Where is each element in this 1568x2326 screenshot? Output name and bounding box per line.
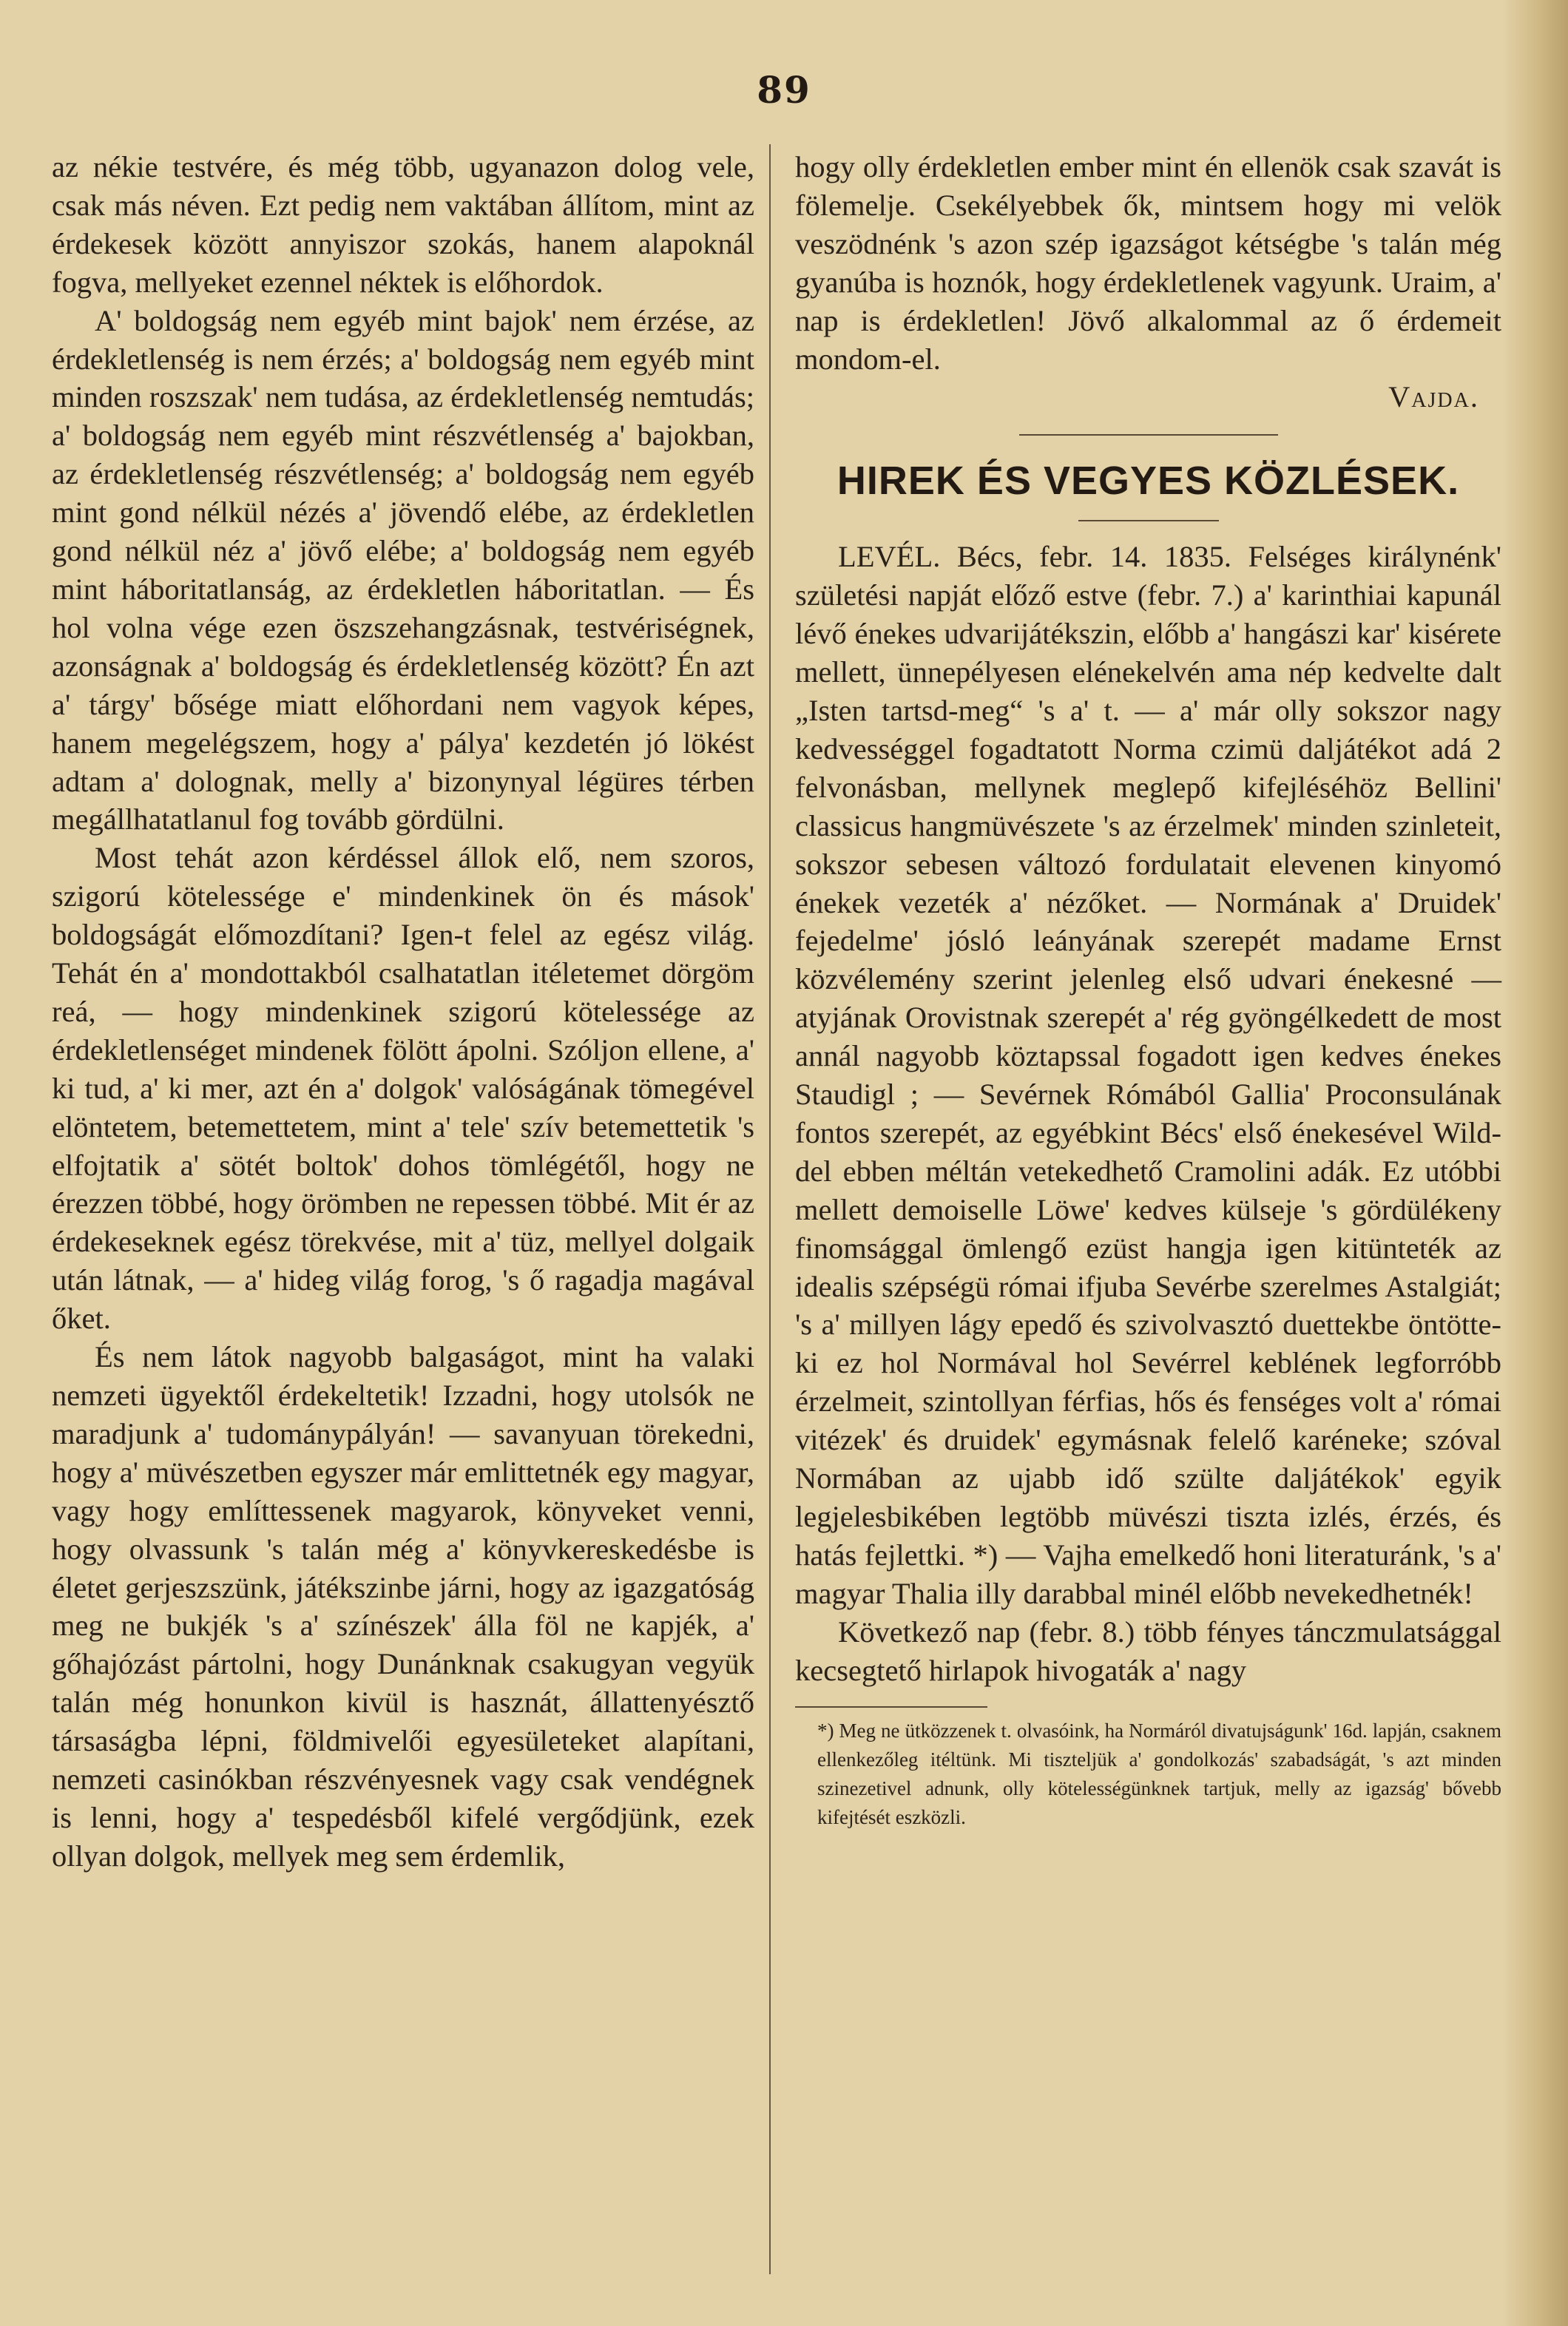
left-column <box>52 148 754 1876</box>
page-edge-shadow <box>1501 0 1568 2326</box>
heading-underline-rule <box>1078 520 1219 521</box>
right-column <box>795 148 1501 1832</box>
left-paragraph-2: A' boldogság nem egyéb mint bajok' nem érzése, az érdekletlenség is nem érzés; a' boldogság nem egyéb mint minden roszszak' nem tudása, az érdekletlenség nemtudás; a' boldogság nem egyéb mint részvétlenség a' bajokban, az érdekletlenség részvétlenség; a' boldogság nem egyéb mint gond nélkül nézés a' jövendő elébe, az érdekletlen gond nélkül néz a' jövő elébe; a' boldogság nem egyéb mint háboritatlanság, az érdekletlen háboritatlan. — És hol volna vége ezen öszszehangzásnak, testvériségnek, azonságnak a' boldogság és érdekletlenség között? Én azt a' tárgy' bősége miatt előhordani nem vagyok képes, hanem megelégszem, hogy a' pálya' kezdetén jó lökést adtam a' dolognak, melly a' bizonynyal légüres térben megállhatatlanul fog tovább gördülni. <box>52 303 754 836</box>
left-paragraph-4: És nem látok nagyobb balgaságot, mint ha valaki nemzeti ügyektől érdekeltetik! Izzadni, hogy utolsók ne maradjunk a' tudománypályán! — savanyuan törekedni, hogy a' müvészetben egyszer már emlittetnék egy magyar, vagy hogy említtessenek magyarok, könyveket venni, hogy olvassunk 's talán még a' könyvkereskedésbe is életet gerjeszszünk, játékszinbe járni, hogy az igazgatóság meg ne bukjék 's a' színészek' álla föl ne kapjék, a' gőhajózást pártolni, hogy Dunánknak csakugyan vegyük talán még honunkon kivül is hasznát, állattenyésztő társaságba lépni, földmivelői egyesületeket alapítani, nemzeti casinókban részvényesnek vagy csak vendégnek is lenni, hogy a' tespedésből kifelé vergődjünk, ezek ollyan dolgok, mellyek meg sem érdemlik, <box>52 1340 754 1873</box>
column-divider <box>769 144 771 2274</box>
news-paragraph-2: Következő nap (febr. 8.) több fényes tánczmulatsággal kecsegtető hirlapok hivogaták a' nagy <box>795 1615 1501 1687</box>
footnote: *) Meg ne ütközzenek t. olvasóink, ha Normáról divatujságunk' 16d. lapján, csaknem ellenkezőleg itéltünk. Mi tiszteljük a' gondolkozás' szabadságát, 's azt minden szinezetivel adnunk, olly kötelességünknek tartjuk, melly az igazság' bővebb kifejtését eszközli. <box>817 1719 1501 1828</box>
section-heading: HIREK ÉS VEGYES KÖZLÉSEK. <box>837 459 1460 504</box>
author-signature: Vajda. <box>1388 380 1479 414</box>
page-number: 89 <box>757 68 811 112</box>
footnote-rule <box>795 1706 987 1708</box>
left-paragraph-1: az nékie testvére, és még több, ugyanazon dolog vele, csak más néven. Ezt pedig nem vaktában állítom, mint az érdekesek között annyiszor szokás, hanem alapoknál fogva, mellyeket ezennel néktek is előhordok. <box>52 150 754 299</box>
left-paragraph-3: Most tehát azon kérdéssel állok elő, nem szoros, szigorú kötelessége e' mindenkinek ön és mások' boldogságát előmozdítani? Igen-t felel az egész világ. Tehát én a' mondottakból csalhatatlan itéletemet dörgöm reá, — hogy mindenkinek szigorú kötelessége az érdekletlenséget mindenek fölött ápolni. Szóljon ellene, a' ki tud, a' ki mer, azt én a' dolgok' valóságának tömegével elöntetem, betemettetem, mint a' tele' szív betemettetik 's elfojtatik a' sötét boltok' dohos tömlégétől, hogy ne érezzen többé, hogy örömben ne repessen többé. Mit ér az érdekeseknek egész törekvése, mit a' tüz, mellyel dolgaik után látnak, — a' hideg világ forog, 's ő ragadja magával őket. <box>52 841 754 1336</box>
news-paragraph-1: LEVÉL. Bécs, febr. 14. 1835. Felséges királynénk' születési napját előző estve (febr. 7.) a' karinthiai kapunál lévő énekes udvarijátékszin, előbb a' hangászi kar' kisérete mellett, ünnepélyesen elénekelvén ama nép kedvelte dalt „Isten tartsd-meg“ 's a' t. — a' már olly sokszor nagy kedvességgel fogadtatott Norma czimü daljátékot adá 2 felvonásban, mellynek meglepő kifejléséhöz Bellini' classicus hangmüvészete 's az érzelmek' minden szinleteit, sokszor sebesen változó fordulatait elevenen kinyomó énekek vezeték a' nézőket. — Normának a' Druidek' fejedelme' jósló leányának szerepét madame Ernst közvélemény szerint jelenleg első udvari énekesné — atyjának Orovistnak szerepét a' rég gyöngélkedett de most annál nagyobb köztapssal fogadott igen kedves énekes Staudigl ; — Sevérnek Rómából Gallia' Proconsulának fontos szerepét, az egyébkint Bécs' első énekesével Wild-del ebben méltán vetekedhető Cramolini adák. Ez utóbbi mellett demoiselle Löwe' kedves külseje 's gördülékeny finomsággal ömlengő ezüst hangja igen kitünteték az idealis szépségü római ifjuba Sevérbe szerelmes Astalgiát; 's a' millyen lágy epedő és szivolvasztó duettekbe öntötte-ki ez hol Normával hol Sevérrel keblének legforróbb érzelmeit, szintollyan férfias, hős és fenséges volt a' római vitézek' és druidek' egymásnak felelő karéneke; szóval Normában az ujabb idő szülte daljátékok' egyik legjelesbikében legtöbb müvészi tiszta izlés, érzés, és hatás fejlettki. *) — Vajha emelkedő honi literaturánk, 's a' magyar Thalia illy darabbal minél előbb nevekedhetnék! <box>795 540 1501 1610</box>
right-opening-paragraph: hogy olly érdekletlen ember mint én ellenök csak szavát is fölemelje. Csekélyebbek ők, mintsem hogy mi velök veszödnénk 's azon szép igazságot kétségbe 's talán még gyanúba is hoznók, hogy érdekletlenek vagyunk. Uraim, a' nap is érdekletlen! Jövő alkalommal az ő érdemeit mondom-el. <box>795 150 1501 376</box>
section-separator-rule <box>1019 434 1278 436</box>
